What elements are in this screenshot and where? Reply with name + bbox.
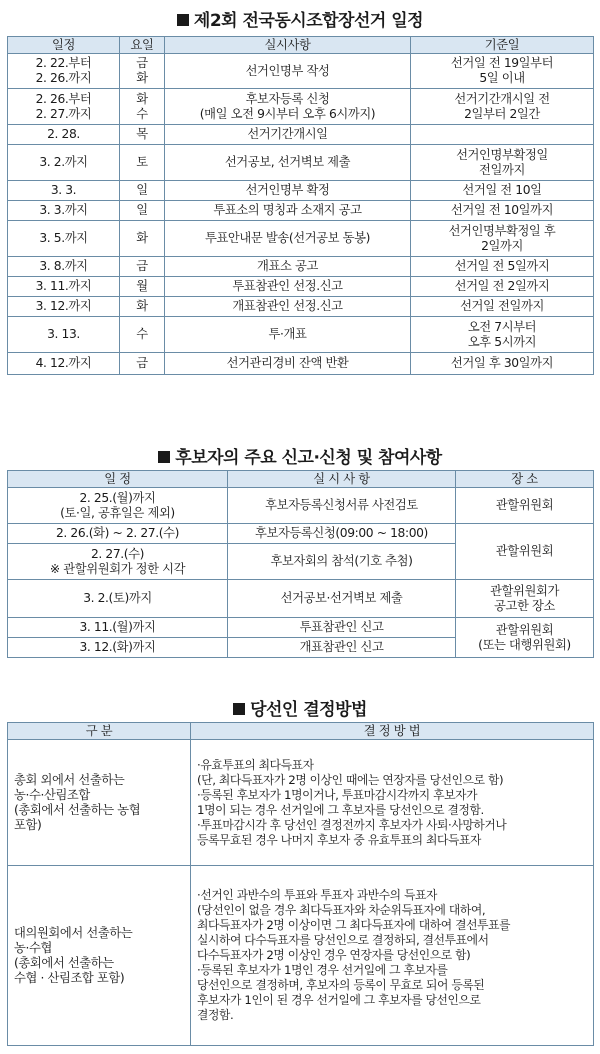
cell-basis: 선거일 전 19일부터 5일 이내 <box>411 54 594 89</box>
cell-category: 대의원회에서 선출하는 농·수협 (총회에서 선출하는 수협 · 산림조합 포함) <box>8 866 191 1046</box>
cell-date: 3. 11.(월)까지 <box>8 618 228 638</box>
table-row <box>8 353 594 375</box>
table-row <box>8 257 594 277</box>
table-row <box>8 317 594 353</box>
cell-item: 선거인명부 확정 <box>165 181 411 201</box>
table-header-row <box>8 723 594 740</box>
cell-day: 수 <box>120 317 165 353</box>
section3-title: 당선인 결정방법 <box>0 695 600 720</box>
table-header-row <box>8 37 594 54</box>
cell-item: 후보자등록신청(09:00 ~ 18:00) <box>228 524 456 544</box>
cell-item: 후보자등록신청서류 사전검토 <box>228 488 456 524</box>
cell-place: 관할위원회 <box>456 488 594 524</box>
header-basis: 기준일 <box>411 37 594 54</box>
cell-basis: 선거일 전 2일까지 <box>411 277 594 297</box>
cell-day: 금 <box>120 353 165 375</box>
winner-decision-table <box>7 722 594 1046</box>
cell-basis: 선거일 전 10일까지 <box>411 201 594 221</box>
header-date: 일 정 <box>8 471 228 488</box>
square-bullet-icon <box>233 703 245 715</box>
cell-place: 관할위원회가 공고한 장소 <box>456 580 594 618</box>
table-row <box>8 618 594 638</box>
cell-date: 2. 25.(월)까지 (토·일, 공휴일은 제외) <box>8 488 228 524</box>
table-row <box>8 181 594 201</box>
cell-item: 선거공보, 선거벽보 제출 <box>165 145 411 181</box>
square-bullet-icon <box>177 14 189 26</box>
cell-date: 3. 12.(화)까지 <box>8 638 228 658</box>
cell-item: 개표소 공고 <box>165 257 411 277</box>
table-row <box>8 524 594 544</box>
cell-item: 개표참관인 선정.신고 <box>165 297 411 317</box>
cell-day: 금 <box>120 257 165 277</box>
cell-basis: 선거일 전 10일 <box>411 181 594 201</box>
cell-date: 3. 12.까지 <box>8 297 120 317</box>
table-row <box>8 277 594 297</box>
cell-method: ·선거인 과반수의 투표와 투표자 과반수의 득표자 (당선인이 없을 경우 최다득표자와 차순위득표자에 대하여, 최다득표자가 2명 이상이면 그 최다득표자에 대하여 결선투표를 실시하여 다수득표자를 당선인으로 결정하되, 결선투표에서 다수득표자가 2명 이상인 경우 연장자를 당선인으로 함) ·등록된 후보자가 1명인 경우 선거일에 그 후보자를 당선인으로 결정하며, 후보자의 등록이 무효로 되어 등록된 후보자가 1인이 된 경우 선거일에 그 후보자를 당선인으로 결정함. <box>191 866 594 1046</box>
table-row <box>8 221 594 257</box>
cell-basis: 오전 7시부터 오후 5시까지 <box>411 317 594 353</box>
cell-date: 3. 3.까지 <box>8 201 120 221</box>
cell-basis: 선거인명부확정일 후 2일까지 <box>411 221 594 257</box>
cell-day: 목 <box>120 125 165 145</box>
cell-item: 후보자회의 참석(기호 추첨) <box>228 544 456 580</box>
cell-item: 선거공보·선거벽보 제출 <box>228 580 456 618</box>
cell-date: 3. 13. <box>8 317 120 353</box>
cell-day: 화 <box>120 221 165 257</box>
table-row <box>8 297 594 317</box>
table-row <box>8 866 594 1046</box>
election-schedule-table <box>7 36 594 375</box>
cell-date: 2. 22.부터 2. 26.까지 <box>8 54 120 89</box>
table-row <box>8 580 594 618</box>
cell-item: 선거기간개시일 <box>165 125 411 145</box>
cell-date: 4. 12.까지 <box>8 353 120 375</box>
cell-basis: 선거일 후 30일까지 <box>411 353 594 375</box>
header-date: 일정 <box>8 37 120 54</box>
cell-method: ·유효투표의 최다득표자 (단, 최다득표자가 2명 이상인 때에는 연장자를 당선인으로 함) ·등록된 후보자가 1명이거나, 투표마감시각까지 후보자가 1명이 되는 경우 선거일에 그 후보자를 당선인으로 결정함. ·투표마감시각 후 당선인 결정전까지 후보자가 사퇴·사망하거나 등록무효된 경우 나머지 후보자 중 유효투표의 최다득표자 <box>191 740 594 866</box>
cell-day: 화 <box>120 297 165 317</box>
header-day: 요일 <box>120 37 165 54</box>
cell-item: 선거관리경비 잔액 반환 <box>165 353 411 375</box>
table-row <box>8 488 594 524</box>
cell-item: 투표소의 명칭과 소재지 공고 <box>165 201 411 221</box>
cell-item: 투표참관인 신고 <box>228 618 456 638</box>
cell-place: 관할위원회 (또는 대행위원회) <box>456 618 594 658</box>
header-method: 결 정 방 법 <box>191 723 594 740</box>
cell-category: 총회 외에서 선출하는 농·수·산림조합 (총회에서 선출하는 농협 포함) <box>8 740 191 866</box>
cell-item: 투표참관인 선정.신고 <box>165 277 411 297</box>
cell-date: 3. 2.(토)까지 <box>8 580 228 618</box>
table-row <box>8 89 594 125</box>
cell-day: 일 <box>120 201 165 221</box>
cell-date: 3. 2.까지 <box>8 145 120 181</box>
cell-basis: 선거기간개시일 전 2일부터 2일간 <box>411 89 594 125</box>
table-row <box>8 54 594 89</box>
cell-basis <box>411 125 594 145</box>
cell-date: 3. 3. <box>8 181 120 201</box>
candidate-procedures-table <box>7 470 594 658</box>
cell-basis: 선거인명부확정일 전일까지 <box>411 145 594 181</box>
square-bullet-icon <box>158 451 170 463</box>
cell-day: 화 수 <box>120 89 165 125</box>
header-item: 실 시 사 항 <box>228 471 456 488</box>
header-item: 실시사항 <box>165 37 411 54</box>
table-row <box>8 740 594 866</box>
cell-day: 일 <box>120 181 165 201</box>
table-row <box>8 125 594 145</box>
header-place: 장 소 <box>456 471 594 488</box>
table-row <box>8 145 594 181</box>
header-category: 구 분 <box>8 723 191 740</box>
table-row <box>8 201 594 221</box>
cell-item: 후보자등록 신청 (매일 오전 9시부터 오후 6시까지) <box>165 89 411 125</box>
cell-place: 관할위원회 <box>456 524 594 580</box>
cell-item: 개표참관인 신고 <box>228 638 456 658</box>
cell-date: 3. 11.까지 <box>8 277 120 297</box>
cell-date: 2. 26.(화) ~ 2. 27.(수) <box>8 524 228 544</box>
cell-basis: 선거일 전일까지 <box>411 297 594 317</box>
cell-date: 3. 5.까지 <box>8 221 120 257</box>
cell-item: 투·개표 <box>165 317 411 353</box>
cell-date: 2. 26.부터 2. 27.까지 <box>8 89 120 125</box>
cell-day: 월 <box>120 277 165 297</box>
cell-date: 2. 28. <box>8 125 120 145</box>
cell-day: 금 화 <box>120 54 165 89</box>
cell-day: 토 <box>120 145 165 181</box>
cell-date: 3. 8.까지 <box>8 257 120 277</box>
cell-item: 선거인명부 작성 <box>165 54 411 89</box>
cell-basis: 선거일 전 5일까지 <box>411 257 594 277</box>
section1-title: 제2회 전국동시조합장선거 일정 <box>0 6 600 31</box>
section2-title: 후보자의 주요 신고·신청 및 참여사항 <box>0 443 600 468</box>
cell-item: 투표안내문 발송(선거공보 동봉) <box>165 221 411 257</box>
table-header-row <box>8 471 594 488</box>
cell-date: 2. 27.(수) ※ 관할위원회가 정한 시각 <box>8 544 228 580</box>
